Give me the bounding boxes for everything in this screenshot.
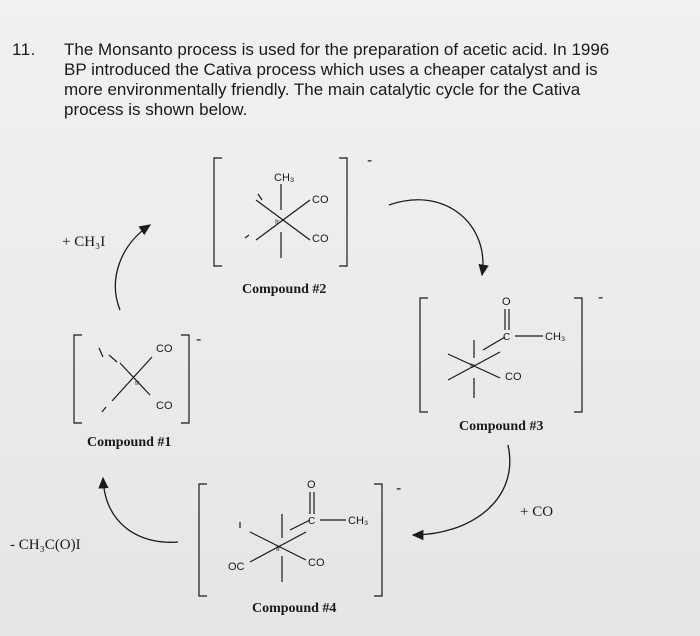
arrow-compound2-to-compound3 xyxy=(389,200,483,275)
question-line-1: The Monsanto process is used for the preparation of acetic acid. In 1996 xyxy=(64,40,610,59)
question-line-3: more environmentally friendly. The main catalytic cycle for the Cativa xyxy=(64,80,581,99)
compound-2-bracket-right xyxy=(339,158,347,266)
question-number: 11. xyxy=(12,40,36,59)
compound-1-ligand-bottom: CO xyxy=(156,400,173,412)
compound-4-oxygen: O xyxy=(307,479,316,491)
compound-4-methyl: CH₃ xyxy=(348,515,369,527)
compound-4-ligand-left: OC xyxy=(228,561,245,573)
compound-1-bond-e xyxy=(102,407,106,412)
arrow-compound3-to-compound4 xyxy=(413,445,510,535)
compound-1-bracket-left xyxy=(74,335,82,423)
compound-2-ligand-top: CO xyxy=(312,194,329,206)
arrow-compound1-to-compound2 xyxy=(115,225,150,310)
compound-1-ligand-top: CO xyxy=(156,343,173,355)
question-line-2: BP introduced the Cativa process which uses a cheaper catalyst and is xyxy=(64,60,598,79)
compound-3-bond-to-acyl xyxy=(483,337,505,350)
compound-4-carbon: C xyxy=(308,516,316,527)
compound-4-charge: - xyxy=(396,480,402,497)
compound-3-bracket-right xyxy=(574,298,582,412)
compound-3-label: Compound #3 xyxy=(459,419,544,434)
compound-2-ligand-bottom: CO xyxy=(312,233,329,245)
compound-2-bond-tick-bottom xyxy=(245,235,249,238)
compound-1-bracket-right xyxy=(181,335,189,423)
compound-1-charge: - xyxy=(196,331,202,348)
compound-3-methyl: CH₃ xyxy=(545,331,566,343)
reagent-add-co: + CO xyxy=(520,504,554,520)
compound-4 xyxy=(199,484,382,596)
compound-1-label: Compound #1 xyxy=(87,435,172,450)
question-line-4: process is shown below. xyxy=(64,100,248,119)
compound-4-ligand-bottom: CO xyxy=(308,557,325,569)
compound-4-bond-to-acyl xyxy=(290,520,310,530)
compound-1-bond-c xyxy=(120,363,150,395)
compound-3-ligand-bottom: CO xyxy=(505,371,522,383)
compound-3-charge: - xyxy=(598,289,604,306)
arrow-compound4-to-compound1 xyxy=(103,478,178,542)
compound-2-bracket-left xyxy=(214,158,222,266)
compound-4-label: Compound #4 xyxy=(252,601,337,616)
compound-1-metal: Ir xyxy=(135,380,140,387)
compound-1-bond-b xyxy=(112,357,152,401)
compound-3-oxygen: O xyxy=(502,296,511,308)
compound-3-bracket-left xyxy=(420,298,428,412)
compound-3 xyxy=(420,298,582,412)
compound-4-bracket-left xyxy=(199,484,207,596)
compound-1-bond-d xyxy=(109,355,117,362)
compound-3-carbon: C xyxy=(503,332,511,343)
compound-4-bracket-right xyxy=(374,484,382,596)
reagent-add-ch3i: + CH₃I xyxy=(62,234,106,250)
compound-2-metal: Ir xyxy=(275,219,280,226)
compound-2-bond-tick-top xyxy=(258,194,262,200)
compound-3-metal: Ir xyxy=(470,363,475,370)
compound-4-metal: Ir xyxy=(276,546,281,553)
compound-1-bond-a xyxy=(99,348,103,357)
compound-2-methyl: CH₃ xyxy=(274,172,295,184)
compound-2-charge: - xyxy=(367,152,373,169)
compound-2-label: Compound #2 xyxy=(242,282,327,297)
reagent-remove-acetyl-iodide: - CH₃C(O)I xyxy=(10,537,81,553)
